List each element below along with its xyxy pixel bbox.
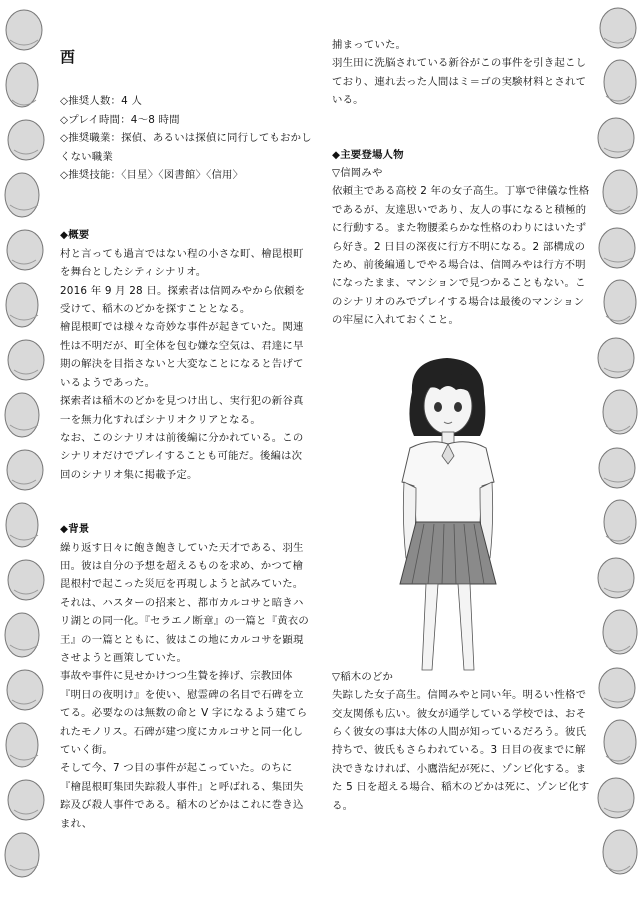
background-paragraph: それは、ハスターの招来と、都市カルコサと暗きハリ湖との同一化。『セラエノ断章』の一篇と『黄衣の王』の一篇とともに、彼はこの地にカルコサを顕現させようと画策していた。 — [60, 596, 309, 664]
character-name-inaki-nodoka: ▽稲木のどか — [332, 670, 394, 683]
overview-paragraph: 檜毘根町では様々な奇妙な事件が起きていた。関連性は不明だが、町全体を包む嫌な空気は、君達に早期の解決を目指さないと大変なことになると告げているようであった。 — [60, 321, 304, 389]
character-description-nobuoka-miya: 依頼主である高校 2 年の女子高生。丁寧で律儀な性格であるが、友達思いであり、友人の事になると積極的に行動する。また物腰柔らかな性格のわりにはいたずら好き。2 日目の深夜に行方不明になる。2 部構成のため、前後編通しでやる場合は、信岡みやは行方不明になったまま、マンションで見つかることもない。このシナリオのみでプレイする場合は最後のマンションの牢屋に入れておくこと。 — [332, 185, 590, 327]
info-player-count: ◇推奨人数：4 人 — [60, 95, 143, 108]
overview-paragraph: なお、このシナリオは前後編に分かれている。このシナリオだけでプレイすることも可能だ。後編は次回のシナリオ集に掲載予定。 — [60, 431, 304, 481]
left-column — [60, 40, 312, 833]
info-recommended-skills: ◇推奨技能：〈目星〉〈図書館〉〈信用〉 — [60, 169, 244, 182]
characters-heading: ◆主要登場人物 — [332, 148, 404, 161]
character-description-inaki-nodoka: 失踪した女子高生。信岡みやと同い年。明るい性格で交友関係も広い。彼女が通学している学校では、おそらく彼女の事は大体の人間が知っているだろう。彼氏持ちで、彼氏もさらわれている。3 日目の夜までに解決できなければ、小鷹浩紀が死に、ゾンビ化する。また 5 日を超える場合、稲木のどかは死に、ゾンビ化する。 — [332, 689, 590, 812]
continuation-text: 羽生田に洗脳されている新谷がこの事件を引き起こしており、連れ去った人間はミ＝ゴの実験材料とされている。 — [332, 57, 587, 107]
overview-paragraph: 探索者は稲木のどかを見つけ出し、実行犯の新谷真一を無力化すればシナリオクリアとなる。 — [60, 395, 304, 426]
character-name-nobuoka-miya: ▽信岡みや — [332, 167, 383, 180]
info-play-time: ◇プレイ時間：4〜8 時間 — [60, 113, 180, 126]
background-paragraph: 繰り返す日々に飽き飽きしていた天才である、羽生田。彼は自分の予想を超えるものを求め、かつて檜毘根村で起こった災厄を再現しようと試みていた。 — [60, 541, 304, 591]
scenario-title: 酉 — [60, 48, 76, 66]
overview-heading: ◆概要 — [60, 229, 90, 242]
decorative-border-right — [594, 0, 642, 900]
decorative-border-left — [0, 0, 48, 900]
character-illustration — [372, 352, 522, 688]
overview-paragraph: 2016 年 9 月 28 日。探索者は信岡みやから依頼を受けて、稲木のどかを探すこととなる。 — [60, 284, 306, 316]
background-paragraph: そして今、7 つ目の事件が起こっていた。のちに『檜毘根町集団失踪殺人事件』と呼ばれる、集団失踪及び殺人事件である。稲木のどかはこれに巻き込まれ、 — [60, 762, 304, 830]
overview-paragraph: 村と言っても過言ではない程の小さな町、檜毘根町を舞台としたシティシナリオ。 — [60, 247, 304, 279]
background-heading: ◆背景 — [60, 523, 90, 536]
background-paragraph: 事故や事件に見せかけつつ生贄を捧げ、宗教団体『明日の夜明け』を使い、慰霊碑の名目で石碑を立てる。必要なのは無数の命と V 字になるよう建てられたモノリス。石碑が建つ度にカルコサと同一化していく街。 — [60, 670, 308, 756]
continuation-text: 捕まっていた。 — [332, 39, 407, 51]
info-recommended-occupation: ◇推奨職業：探偵、あるいは探偵に同行してもおかしくない職業 — [60, 132, 312, 163]
